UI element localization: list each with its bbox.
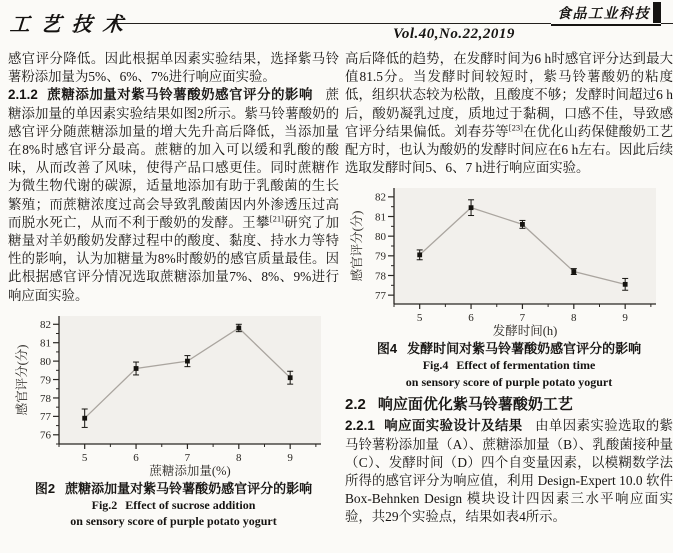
section-2-1-2-body: 蔗糖添加量的单因素实验结果如图2所示。紫马铃薯酸奶的感官评分随蔗糖添加量的增大先升高后降低，当添加量在8%时感官评分最高。蔗糖的加入可以缓和乳酸的酸味，从而改善了风味，使得产品口感更佳。同时蔗糖作为微生物代谢的碳源，适量地添加有助于乳酸菌的生长繁殖；而蔗糖浓度过高会导致乳酸菌因内外渗透压过高而脱水死亡，从而不利于酸奶的发酵。王攀	[8, 87, 340, 230]
svg-text:78: 78	[375, 270, 386, 283]
figure-4-label: 图4	[376, 341, 398, 357]
paragraph-fermentation-post: 在优化山药保健酸奶工艺配方时，也认为酸奶的发酵时间应在6 h左右。因此后续选取发酵时间5、6、7 h进行响应面实验。	[345, 123, 673, 176]
paragraph-section-2-1-2	[8, 86, 339, 304]
svg-text:80: 80	[375, 231, 386, 244]
svg-text:发酵时间(h): 发酵时间(h)	[492, 324, 558, 339]
svg-text:7: 7	[184, 451, 190, 464]
svg-text:82: 82	[375, 192, 386, 205]
figure-2-caption-en	[8, 497, 339, 514]
svg-text:感官评分(分): 感官评分(分)	[350, 211, 364, 282]
paragraph-section-2-2-1	[345, 417, 673, 526]
figure-4	[345, 180, 673, 390]
journal-logo-text: 食品工业科技	[557, 5, 650, 21]
svg-text:80: 80	[39, 355, 51, 368]
journal-logo	[551, 2, 661, 26]
svg-text:82: 82	[39, 318, 51, 331]
svg-text:9: 9	[286, 451, 293, 464]
svg-text:79: 79	[39, 374, 51, 387]
section-2-1-2-number: 2.1.2	[8, 87, 38, 103]
figure-4-chart	[350, 180, 668, 338]
svg-text:77: 77	[375, 290, 386, 303]
svg-text:8: 8	[235, 451, 242, 464]
figure-2-title-cn: 蔗糖添加量对紫马铃薯酸奶感官评分的影响	[65, 480, 313, 496]
figure-2	[8, 308, 339, 530]
figure-2-chart	[15, 308, 333, 478]
figure-4-caption-cn	[345, 340, 673, 357]
right-column	[345, 50, 673, 527]
svg-text:79: 79	[375, 251, 386, 264]
figure-2-caption-en-line2: on sensory score of purple potato yogurt	[70, 514, 277, 529]
section-2-1-2-body-cont: 研究了加糖量对羊奶酸奶发酵过程中的酸度、黏度、持水力等特性的影响，认为加糖量为8%时酸奶的感官质量最佳。因此根据感官评分情况选取蔗糖添加量7%、8%、9%进行响应面实验。	[8, 214, 340, 303]
figure-4-title-en: Effect of fermentation time	[456, 358, 596, 373]
svg-text:76: 76	[39, 429, 51, 442]
figure-4-label-en: Fig.4	[422, 358, 449, 373]
svg-text:蔗糖添加量(%): 蔗糖添加量(%)	[148, 463, 231, 478]
figure-4-caption-en-line2: on sensory score of purple potato yogurt	[405, 374, 613, 389]
volume-issue-line: Vol.40,No.22,2019	[393, 26, 515, 42]
left-column	[8, 50, 339, 530]
svg-text:9: 9	[622, 312, 628, 325]
svg-text:5: 5	[416, 312, 423, 325]
figure-2-caption-cn	[8, 480, 339, 497]
paragraph-fermentation	[345, 50, 673, 177]
paragraph-sensory-continuation: 感官评分降低。因此根据单因素实验结果，选择紫马铃薯粉添加量为5%、6%、7%进行响应面实验。	[8, 51, 339, 85]
svg-text:5: 5	[81, 451, 87, 464]
figure-2-label-en: Fig.2	[91, 497, 118, 512]
section-2-2-title: 响应面优化紫马铃薯酸奶工艺	[377, 396, 573, 414]
svg-text:8: 8	[571, 312, 577, 325]
svg-text:7: 7	[519, 312, 526, 325]
svg-text:77: 77	[39, 411, 51, 424]
section-2-2-1-title: 响应面实验设计及结果	[383, 418, 523, 434]
section-2-1-2-title: 蔗糖添加量对紫马铃薯酸奶感官评分的影响	[46, 87, 314, 103]
figure-4-caption-en	[345, 357, 673, 374]
section-2-2-1-body: 由单因素实验选取的紫马铃薯粉添加量（A）、蔗糖添加量（B）、乳酸菌接种量（C）、发酵时间（D）四个自变量因素，以模糊数学法所得的感官评分为响应值，利用 Design-Expert 10.0 软件 Box-Behnken Design 模块设计四因素三水平响应面实验，共29个实验点，结果如表4所示。	[345, 418, 673, 525]
svg-text:81: 81	[375, 211, 386, 224]
citation-23: [23]	[508, 122, 523, 133]
figure-2-label: 图2	[34, 480, 56, 496]
svg-text:6: 6	[132, 451, 139, 464]
section-2-2-1-number: 2.2.1	[345, 418, 375, 434]
journal-logo-bar-icon	[653, 2, 661, 23]
figure-4-title-cn: 发酵时间对紫马铃薯酸奶感官评分的影响	[407, 341, 642, 357]
section-2-2-heading	[345, 395, 673, 415]
paragraph-fermentation-pre: 高后降低的趋势，在发酵时间为6 h时感官评分达到最大值81.5分。当发酵时间较短时，紫马铃薯酸奶的粘度低，组织状态较为松散，且酸度不够；发酵时间超过6 h后，酸奶凝乳过度，质地过于黏稠，口感不佳，导致感官评分结果偏低。刘春芬等	[345, 51, 673, 139]
svg-text:感官评分(分): 感官评分(分)	[14, 344, 29, 416]
citation-21: [21]	[269, 213, 284, 224]
section-logo: 工艺技术	[9, 14, 135, 36]
svg-text:6: 6	[468, 312, 474, 325]
svg-text:81: 81	[39, 337, 51, 350]
svg-text:78: 78	[39, 392, 51, 405]
figure-2-title-en: Effect of sucrose addition	[125, 497, 256, 512]
section-2-2-number: 2.2	[345, 396, 366, 414]
